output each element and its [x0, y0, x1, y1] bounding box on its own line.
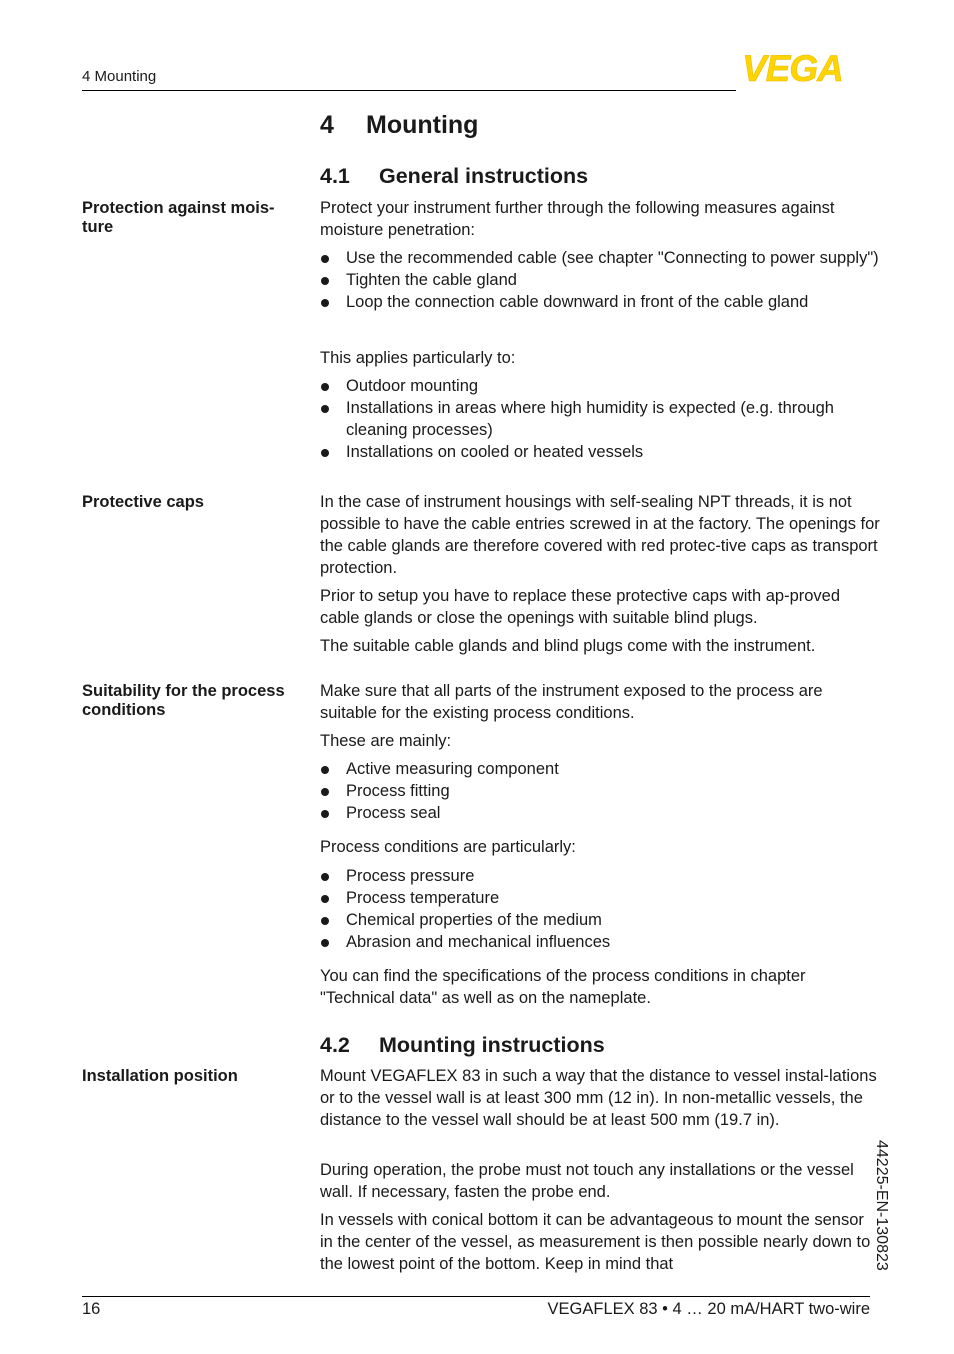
list-item: Process temperature: [320, 887, 880, 909]
page-number: 16: [82, 1300, 101, 1318]
section-title: Mounting instructions: [379, 1033, 605, 1057]
side-heading-suitability: Suitability for the process conditions: [82, 682, 285, 719]
list-item: Outdoor mounting: [320, 375, 880, 397]
list-item: Tighten the cable gland: [320, 269, 880, 291]
list-item: Process fitting: [320, 780, 880, 802]
bullet-icon: [321, 383, 329, 391]
list-item: Installations on cooled or heated vessels: [320, 441, 880, 463]
paragraph: Prior to setup you have to replace these protective caps with ap-proved cable glands or close the openings with suitable blind plugs.: [320, 587, 841, 627]
chapter-title: Mounting: [366, 111, 479, 139]
bullet-icon: [321, 299, 329, 307]
section-title: General instructions: [379, 164, 589, 188]
bullet-icon: [321, 766, 329, 774]
side-heading-moisture: Protection against mois- ture: [82, 199, 275, 236]
paragraph: In the case of instrument housings with self-sealing NPT threads, it is not possible to have the cable entries screwed in at the factory. The openings for the cable glands are therefore covered with red protec-tive caps as transport protection.: [320, 493, 880, 577]
document-code: 44225-EN-130823: [873, 1140, 890, 1271]
list-item: Use the recommended cable (see chapter "Connecting to power supply"): [320, 247, 880, 269]
paragraph: Make sure that all parts of the instrument exposed to the process are suitable for the existing process conditions.: [320, 682, 823, 722]
list-item: Process seal: [320, 802, 880, 824]
bullet-list: [320, 247, 880, 313]
vega-logo-graphic: [742, 52, 872, 84]
bullet-icon: [321, 917, 329, 925]
bullet-icon: [321, 255, 329, 263]
section-number: 4.2: [320, 1033, 350, 1057]
section-number: 4.1: [320, 164, 350, 188]
bullet-icon: [321, 939, 329, 947]
footer-divider: [82, 1296, 870, 1297]
vega-logo-text: VEGA: [742, 52, 843, 84]
paragraph: The suitable cable glands and blind plugs come with the instrument.: [320, 637, 816, 655]
list-item: Process pressure: [320, 865, 880, 887]
list-item: Abrasion and mechanical influences: [320, 931, 880, 953]
paragraph: Mount VEGAFLEX 83 in such a way that the distance to vessel instal-lations or to the vessel wall is at least 300 mm (12 in). In non-metallic vessels, the distance to the vessel wall should be at least 500 mm (19.7 in).: [320, 1067, 877, 1129]
bullet-list: [320, 758, 880, 824]
bullet-icon: [321, 810, 329, 818]
list-item: Loop the connection cable downward in front of the cable gland: [320, 291, 880, 313]
bullet-icon: [321, 277, 329, 285]
bullet-icon: [321, 895, 329, 903]
list-item: Active measuring component: [320, 758, 880, 780]
list-item: Chemical properties of the medium: [320, 909, 880, 931]
paragraph: In vessels with conical bottom it can be advantageous to mount the sensor in the center of the vessel, as measurement is then possible nearly down to the lowest point of the bottom. Keep in mind that: [320, 1211, 871, 1273]
paragraph: This applies particularly to:: [320, 349, 516, 367]
header-divider: [82, 90, 736, 91]
paragraph: Protect your instrument further through the following measures against moisture penetration:: [320, 199, 835, 239]
chapter-heading: [320, 111, 478, 140]
bullet-icon: [321, 788, 329, 796]
bullet-icon: [321, 873, 329, 881]
header-section-label: 4 Mounting: [82, 68, 157, 85]
paragraph: You can find the specifications of the process conditions in chapter "Technical data" as well as on the nameplate.: [320, 967, 806, 1007]
paragraph: These are mainly:: [320, 732, 452, 750]
bullet-icon: [321, 405, 329, 413]
vega-logo: [742, 52, 872, 89]
paragraph: During operation, the probe must not touch any installations or the vessel wall. If necessary, fasten the probe end.: [320, 1161, 854, 1201]
bullet-list: [320, 375, 880, 463]
side-heading-caps: Protective caps: [82, 493, 204, 511]
bullet-icon: [321, 449, 329, 457]
bullet-list: [320, 865, 880, 953]
side-heading-installation: Installation position: [82, 1067, 238, 1085]
section-heading-4-1: [320, 164, 588, 189]
footer-title: VEGAFLEX 83 • 4 … 20 mA/HART two-wire: [547, 1300, 870, 1318]
paragraph: Process conditions are particularly:: [320, 838, 576, 856]
section-heading-4-2: [320, 1033, 605, 1058]
list-item: Installations in areas where high humidity is expected (e.g. through cleaning processes): [320, 397, 880, 441]
chapter-number: 4: [320, 111, 334, 139]
